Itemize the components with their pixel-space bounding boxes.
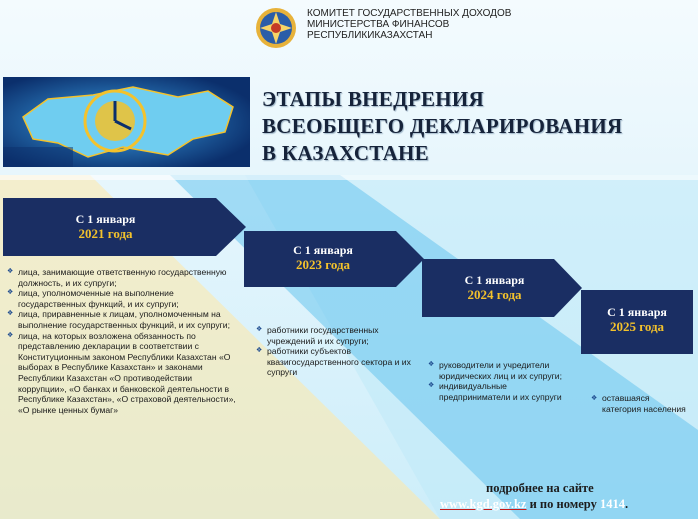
title-line-1: ЭТАПЫ ВНЕДРЕНИЯ — [262, 87, 485, 111]
stage-2024-from: С 1 января — [464, 273, 525, 287]
stage-2025-list — [591, 393, 686, 415]
diamond-bullet-icon: ❖ — [7, 310, 14, 318]
org-line-1: КОМИТЕТ ГОСУДАРСТВЕННЫХ ДОХОДОВ — [307, 8, 512, 19]
list-item: ❖ лица, на которых возложена обязанность по представлению декларации в соответствии с Конституционным законом Республики Казахстан «О выборах в Республике Казахстан» и законами Республики Казахстан «О противодействии коррупции», «О банках и банковской деятельности в Республике Казахстан», «О страховой деятельности», «О рынке ценных бумаг» — [7, 330, 236, 415]
stage-2021-list — [7, 267, 237, 415]
stage-2021-arrow — [3, 198, 246, 256]
diamond-bullet-icon: ❖ — [428, 382, 435, 390]
stage-2025-year: 2025 года — [609, 319, 665, 334]
footer-info — [440, 480, 690, 512]
stage-2023-list — [256, 325, 416, 378]
stage-2021-year: 2021 года — [78, 226, 133, 241]
diamond-bullet-icon: ❖ — [591, 395, 598, 402]
list-item: ❖ работники государственных учреждений и их супруги; — [256, 325, 379, 346]
title-line-3: В КАЗАХСТАНЕ — [262, 141, 429, 165]
list-item: ❖ руководители и учредители юридических лиц и их супруги; — [428, 360, 562, 381]
list-item: ❖ лица, уполномоченные на выполнение государственных функций, и их супруги; — [7, 288, 179, 309]
diamond-bullet-icon: ❖ — [7, 289, 14, 297]
page-title — [262, 86, 622, 167]
list-item: ❖ работники субъектов квазигосударственного сектора и их супруги — [256, 346, 411, 378]
list-item: ❖ лица, приравненные к лицам, уполномоченным на выполнение государственных функций, и их супруги; — [7, 309, 230, 330]
phone-number: 1414 — [599, 497, 625, 511]
title-line-2: ВСЕОБЩЕГО ДЕКЛАРИРОВАНИЯ — [262, 114, 623, 138]
org-line-3: РЕСПУБЛИКИКАЗАХСТАН — [307, 30, 433, 41]
footer-line-2 — [440, 496, 690, 512]
footer-line-1: подробнее на сайте — [486, 481, 594, 495]
footer-mid-text: и по номеру — [526, 497, 600, 511]
footer-end: . — [624, 497, 629, 511]
organization-name — [307, 8, 511, 41]
list-item: ❖ лица, занимающие ответственную государственную должность, и их супруги; — [7, 267, 227, 288]
diamond-bullet-icon: ❖ — [7, 331, 14, 339]
diamond-bullet-icon: ❖ — [7, 268, 14, 275]
kazakhstan-map-illustration — [3, 77, 250, 167]
stage-2023-year: 2023 года — [295, 257, 351, 272]
stage-2024-list — [428, 360, 578, 402]
diamond-bullet-icon: ❖ — [256, 326, 263, 333]
list-item: ❖ оставшаяся категория населения — [591, 393, 686, 414]
website-link[interactable]: www.kgd.gov.kz — [440, 497, 527, 511]
list-item: ❖ индивидуальные предприниматели и их супруги — [428, 381, 562, 402]
stage-2024-arrow — [422, 259, 582, 317]
stage-2021-from: С 1 января — [75, 212, 136, 226]
kgd-emblem-icon — [254, 6, 298, 50]
stage-2023-arrow — [244, 231, 424, 287]
stage-2023-from: С 1 января — [293, 243, 353, 257]
diamond-bullet-icon: ❖ — [428, 361, 435, 368]
stage-2025-from: С 1 января — [607, 305, 667, 319]
stage-2025-box — [581, 290, 693, 354]
diamond-bullet-icon: ❖ — [256, 347, 263, 355]
stage-2024-year: 2024 года — [467, 287, 522, 302]
org-line-2: МИНИСТЕРСТВА ФИНАНСОВ — [307, 19, 450, 30]
